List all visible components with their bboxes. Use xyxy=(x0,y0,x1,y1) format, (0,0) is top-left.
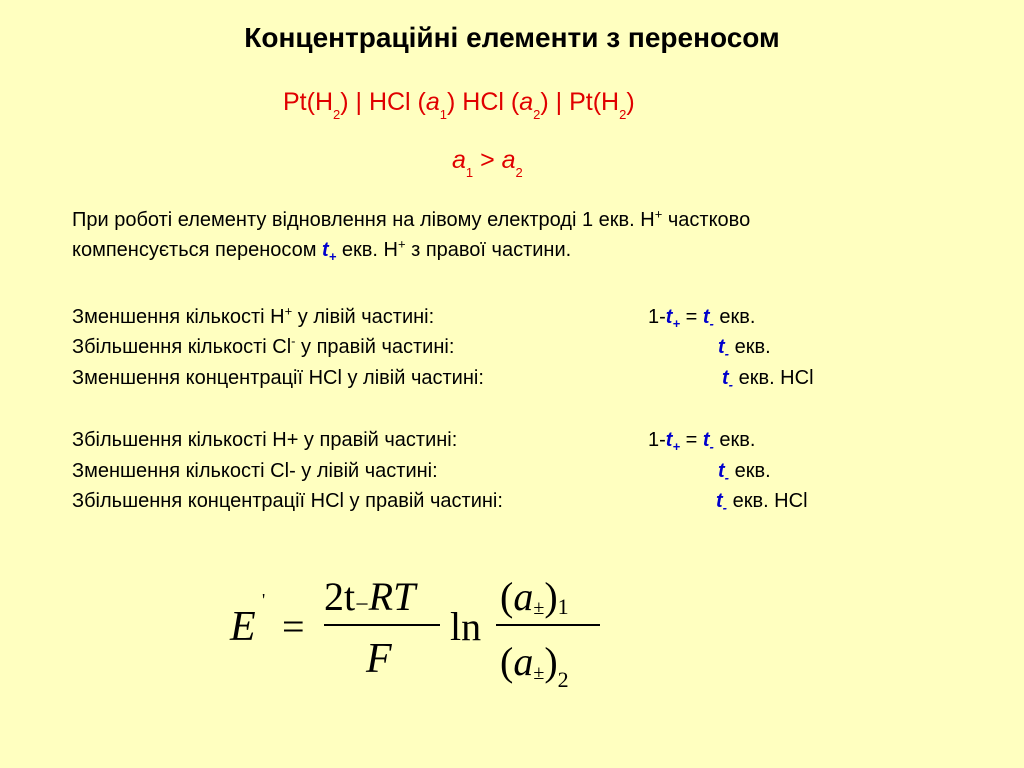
equals-sign: = xyxy=(282,604,305,649)
subscript: - xyxy=(709,316,714,331)
group2-value-1 xyxy=(648,429,756,452)
index-2: 2 xyxy=(557,667,569,692)
paragraph-line-1 xyxy=(72,205,750,235)
activity-a: a xyxy=(513,574,534,619)
text: з правої частини. xyxy=(405,239,572,261)
row-label: Збільшення кількості H+ у правій частині: xyxy=(72,429,458,451)
subscript: + xyxy=(672,439,681,454)
paren-close: ) xyxy=(544,639,558,684)
subscript: - xyxy=(722,500,728,515)
text: При роботі елементу відновлення на лівому електроді 1 екв. H xyxy=(72,209,655,231)
transport-number: t xyxy=(722,367,729,389)
transport-number: t xyxy=(718,460,725,482)
transport-number: t xyxy=(322,239,329,261)
index-1: 1 xyxy=(557,594,569,619)
cell-middle: ) HCl ( xyxy=(447,88,520,116)
transport-number: t xyxy=(665,306,673,328)
transport-number: t xyxy=(702,306,710,328)
text: = xyxy=(680,306,703,328)
plus-superscript: + xyxy=(397,236,406,252)
activity-symbol: a xyxy=(519,88,534,116)
group2-value-2 xyxy=(718,460,771,483)
text: екв. xyxy=(713,429,756,451)
row-label: Зменшення кількості Cl- у лівій частині: xyxy=(72,460,438,482)
plus-minus: ± xyxy=(533,597,545,619)
text: екв. xyxy=(713,306,756,328)
activity-symbol: a xyxy=(452,146,466,174)
group2-row-2 xyxy=(72,460,438,483)
numerator xyxy=(324,574,418,619)
numerator-2t: 2t xyxy=(324,574,356,619)
plus-superscript: + xyxy=(654,206,663,222)
paren-close: ) xyxy=(544,574,558,619)
paragraph-line-2 xyxy=(72,235,750,265)
activity-denominator xyxy=(500,639,569,692)
text: екв. H xyxy=(336,239,398,261)
explanation-paragraph xyxy=(72,205,750,265)
emf-symbol: E xyxy=(230,604,256,650)
slide-title: Концентраційні елементи з переносом xyxy=(244,22,780,53)
formula-svg xyxy=(228,570,608,700)
transport-number: t xyxy=(665,429,673,451)
activity-symbol: a xyxy=(501,146,516,174)
charge-superscript: - xyxy=(291,333,296,349)
group2-row-3 xyxy=(72,490,503,513)
text: компенсується переносом xyxy=(72,239,323,261)
h2-subscript: 2 xyxy=(619,107,627,122)
activity-a: a xyxy=(513,639,534,684)
group1-row-1 xyxy=(72,303,435,329)
prime-mark: ' xyxy=(262,590,266,610)
group2-value-3 xyxy=(716,490,808,513)
subscript: - xyxy=(728,377,734,392)
denominator: F xyxy=(366,636,392,682)
group2-row-1 xyxy=(72,429,457,452)
plus-minus: ± xyxy=(533,662,545,684)
activity-index-2: 2 xyxy=(515,165,523,180)
activity-symbol: a xyxy=(425,88,440,116)
row-label: Збільшення концентрації HCl у правій частині: xyxy=(72,490,503,512)
text: екв. xyxy=(729,460,771,482)
group1-value-3 xyxy=(722,367,814,390)
numerator-rt: RT xyxy=(368,574,416,619)
cell-pt-right: ) | Pt(H xyxy=(540,88,620,116)
text: = xyxy=(680,429,703,451)
ln-operator: ln xyxy=(450,604,482,649)
activity-index-1: 1 xyxy=(465,165,474,180)
cell-end: ) xyxy=(626,88,635,116)
text: 1- xyxy=(648,306,666,328)
row-label: у правій частині: xyxy=(295,336,455,358)
cell-pt-left: Pt(H xyxy=(283,88,333,116)
transport-number: t xyxy=(718,336,725,358)
subscript: - xyxy=(709,439,714,454)
charge-superscript: + xyxy=(284,303,293,319)
cell-separator: ) | HCl ( xyxy=(340,88,426,116)
text: екв. HCl xyxy=(727,490,808,512)
numerator-subscript: − xyxy=(355,592,369,618)
subscript: - xyxy=(724,346,730,361)
activity-index-2: 2 xyxy=(533,107,541,122)
row-label: Зменшення кількості H xyxy=(72,306,285,328)
activity-inequality xyxy=(452,146,523,180)
nernst-formula xyxy=(228,570,608,700)
row-label: у лівій частині: xyxy=(292,306,435,328)
text: екв. HCl xyxy=(733,367,814,389)
activity-index-1: 1 xyxy=(439,107,448,122)
text: екв. xyxy=(729,336,771,358)
text: 1- xyxy=(648,429,666,451)
paren-open: ( xyxy=(500,639,514,684)
activity-numerator xyxy=(500,574,569,619)
text: частково xyxy=(662,209,751,231)
greater-than: > xyxy=(473,146,502,174)
paren-open: ( xyxy=(500,574,514,619)
group1-value-2 xyxy=(718,336,771,359)
subscript: - xyxy=(724,470,730,485)
group1-row-2 xyxy=(72,333,455,359)
group1-row-3 xyxy=(72,367,484,390)
plus-subscript: + xyxy=(328,249,337,264)
transport-number: t xyxy=(716,490,723,512)
row-label: Зменшення концентрації HCl у лівій частині: xyxy=(72,367,484,389)
subscript: + xyxy=(672,316,681,331)
h2-subscript: 2 xyxy=(333,107,341,122)
cell-scheme xyxy=(283,88,635,122)
row-label: Збільшення кількості Cl xyxy=(72,336,292,358)
transport-number: t xyxy=(702,429,710,451)
group1-value-1 xyxy=(648,306,756,329)
